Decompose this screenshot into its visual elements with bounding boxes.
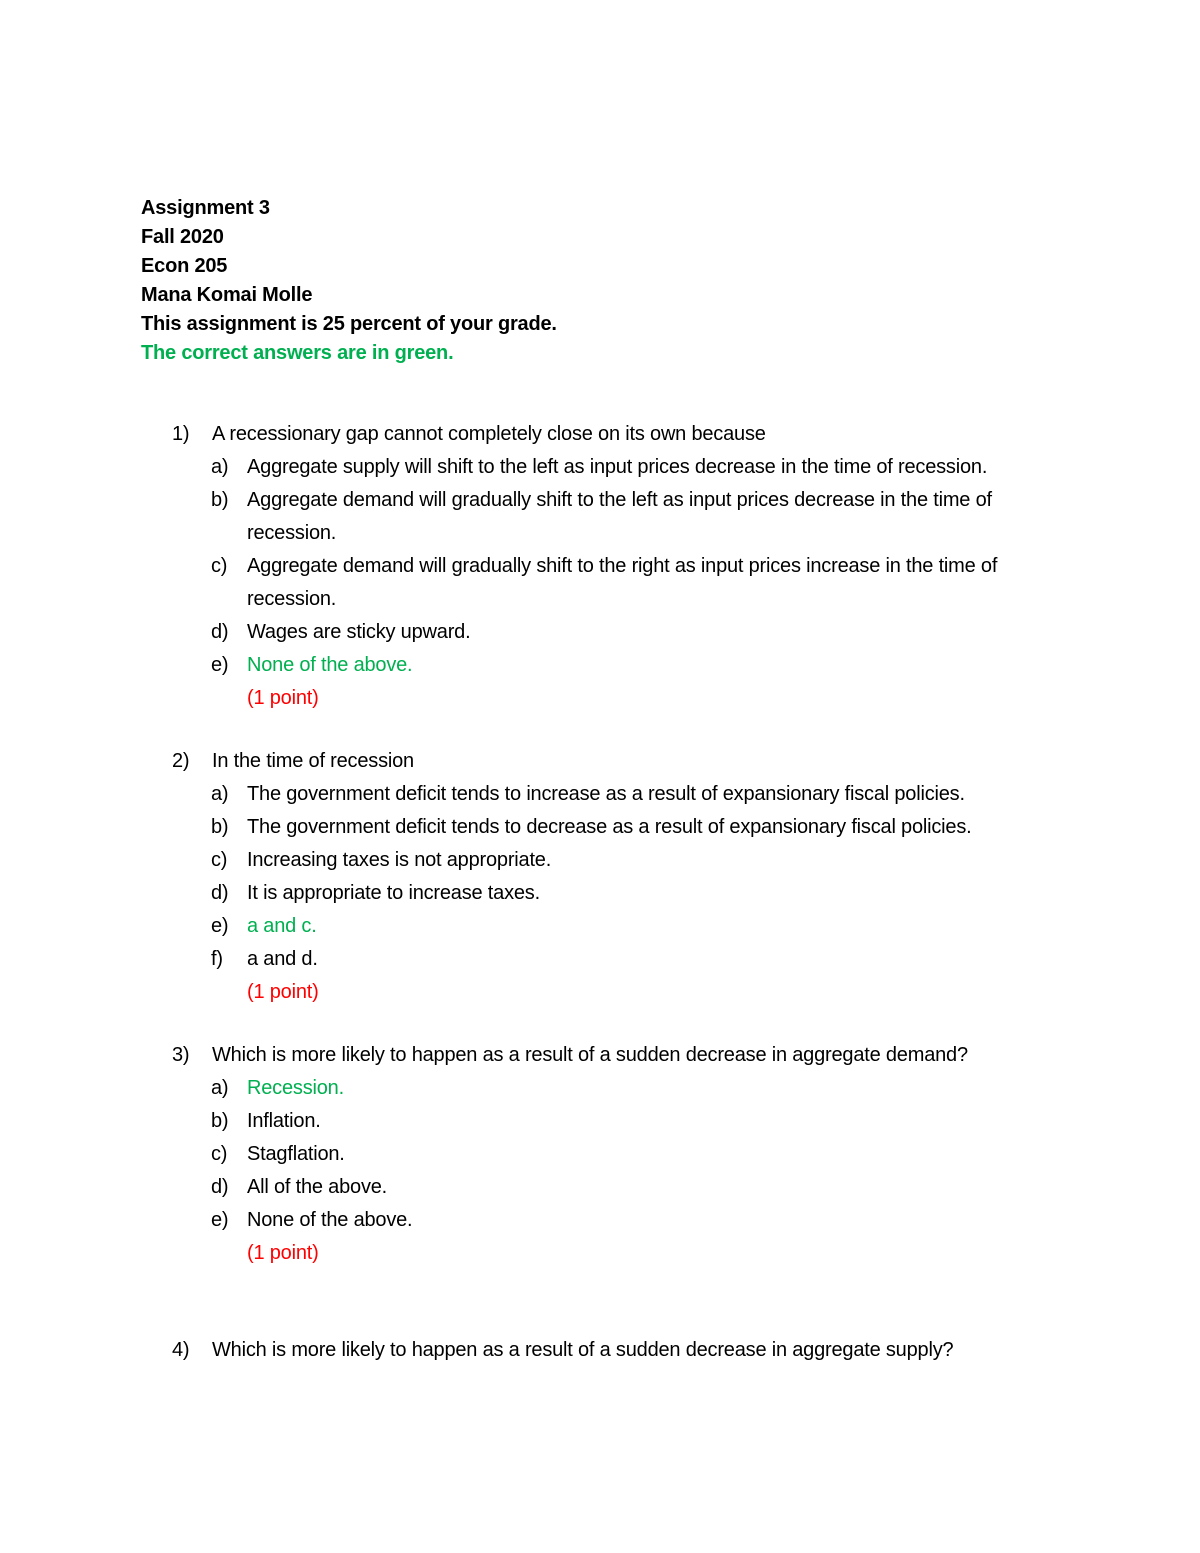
option-e (0, 910, 1200, 943)
question-number: 3) (172, 1044, 190, 1066)
option-text: All of the above. (247, 1176, 388, 1198)
course-code: Econ 205 (141, 255, 228, 277)
option-letter: b) (211, 816, 229, 838)
question-stem (0, 745, 1200, 778)
option-letter: d) (211, 621, 229, 643)
option-b (0, 1105, 1200, 1138)
option-e (0, 1204, 1200, 1237)
option-text: The government deficit tends to increase as a result of expansionary fiscal policies. (247, 783, 965, 805)
option-c (0, 550, 1200, 616)
option-letter: a) (211, 783, 229, 805)
option-letter: e) (211, 915, 229, 937)
option-text: Aggregate demand will gradually shift to the left as input prices decrease in the time of recession. (247, 489, 992, 544)
option-letter: d) (211, 882, 229, 904)
option-a (0, 778, 1200, 811)
option-text: Stagflation. (247, 1143, 345, 1165)
option-d (0, 1171, 1200, 1204)
correct-option-text: Recession. (247, 1077, 344, 1099)
question-number: 4) (172, 1339, 190, 1361)
assignment-header (141, 194, 1041, 368)
option-letter: e) (211, 1209, 229, 1231)
question-number: 1) (172, 423, 190, 445)
option-letter: f) (211, 948, 223, 970)
option-f (0, 943, 1200, 976)
option-text: a and d. (247, 948, 318, 970)
question-number: 2) (172, 750, 190, 772)
question-3 (0, 1039, 1200, 1270)
option-letter: c) (211, 849, 228, 871)
points-label: (1 point) (247, 1242, 319, 1264)
question-text: Which is more likely to happen as a result of a sudden decrease in aggregate demand? (212, 1044, 968, 1066)
option-a (0, 1072, 1200, 1105)
option-b (0, 811, 1200, 844)
correct-option-text: a and c. (247, 915, 317, 937)
option-letter: d) (211, 1176, 229, 1198)
option-a (0, 451, 1200, 484)
option-b (0, 484, 1200, 550)
option-text: It is appropriate to increase taxes. (247, 882, 540, 904)
question-2 (0, 745, 1200, 1009)
grade-weight-note: This assignment is 25 percent of your grade. (141, 313, 557, 335)
option-d (0, 616, 1200, 649)
question-text: A recessionary gap cannot completely close on its own because (212, 423, 766, 445)
assignment-title: Assignment 3 (141, 197, 270, 219)
option-letter: c) (211, 555, 228, 577)
option-letter: a) (211, 1077, 229, 1099)
question-list (0, 418, 1200, 1367)
points-label: (1 point) (247, 687, 319, 709)
option-text: Wages are sticky upward. (247, 621, 471, 643)
option-d (0, 877, 1200, 910)
question-text: Which is more likely to happen as a result of a sudden decrease in aggregate supply? (212, 1339, 954, 1361)
option-text: The government deficit tends to decrease as a result of expansionary fiscal policies. (247, 816, 972, 838)
option-text: Inflation. (247, 1110, 321, 1132)
question-text: In the time of recession (212, 750, 414, 772)
option-letter: b) (211, 489, 229, 511)
question-stem (0, 1334, 1200, 1367)
assignment-term: Fall 2020 (141, 226, 224, 248)
instructor-name: Mana Komai Molle (141, 284, 313, 306)
option-e (0, 649, 1200, 682)
question-4 (0, 1334, 1200, 1367)
correct-option-text: None of the above. (247, 654, 413, 676)
question-stem (0, 418, 1200, 451)
option-text: Aggregate supply will shift to the left as input prices decrease in the time of recession. (247, 456, 988, 478)
question-stem (0, 1039, 1200, 1072)
option-c (0, 1138, 1200, 1171)
option-letter: c) (211, 1143, 228, 1165)
answer-key-note: The correct answers are in green. (141, 342, 454, 364)
question-1 (0, 418, 1200, 715)
option-letter: e) (211, 654, 229, 676)
option-c (0, 844, 1200, 877)
option-text: None of the above. (247, 1209, 413, 1231)
points-label: (1 point) (247, 981, 319, 1003)
option-letter: b) (211, 1110, 229, 1132)
option-letter: a) (211, 456, 229, 478)
option-text: Increasing taxes is not appropriate. (247, 849, 552, 871)
option-text: Aggregate demand will gradually shift to the right as input prices increase in the time of recession. (247, 555, 998, 610)
